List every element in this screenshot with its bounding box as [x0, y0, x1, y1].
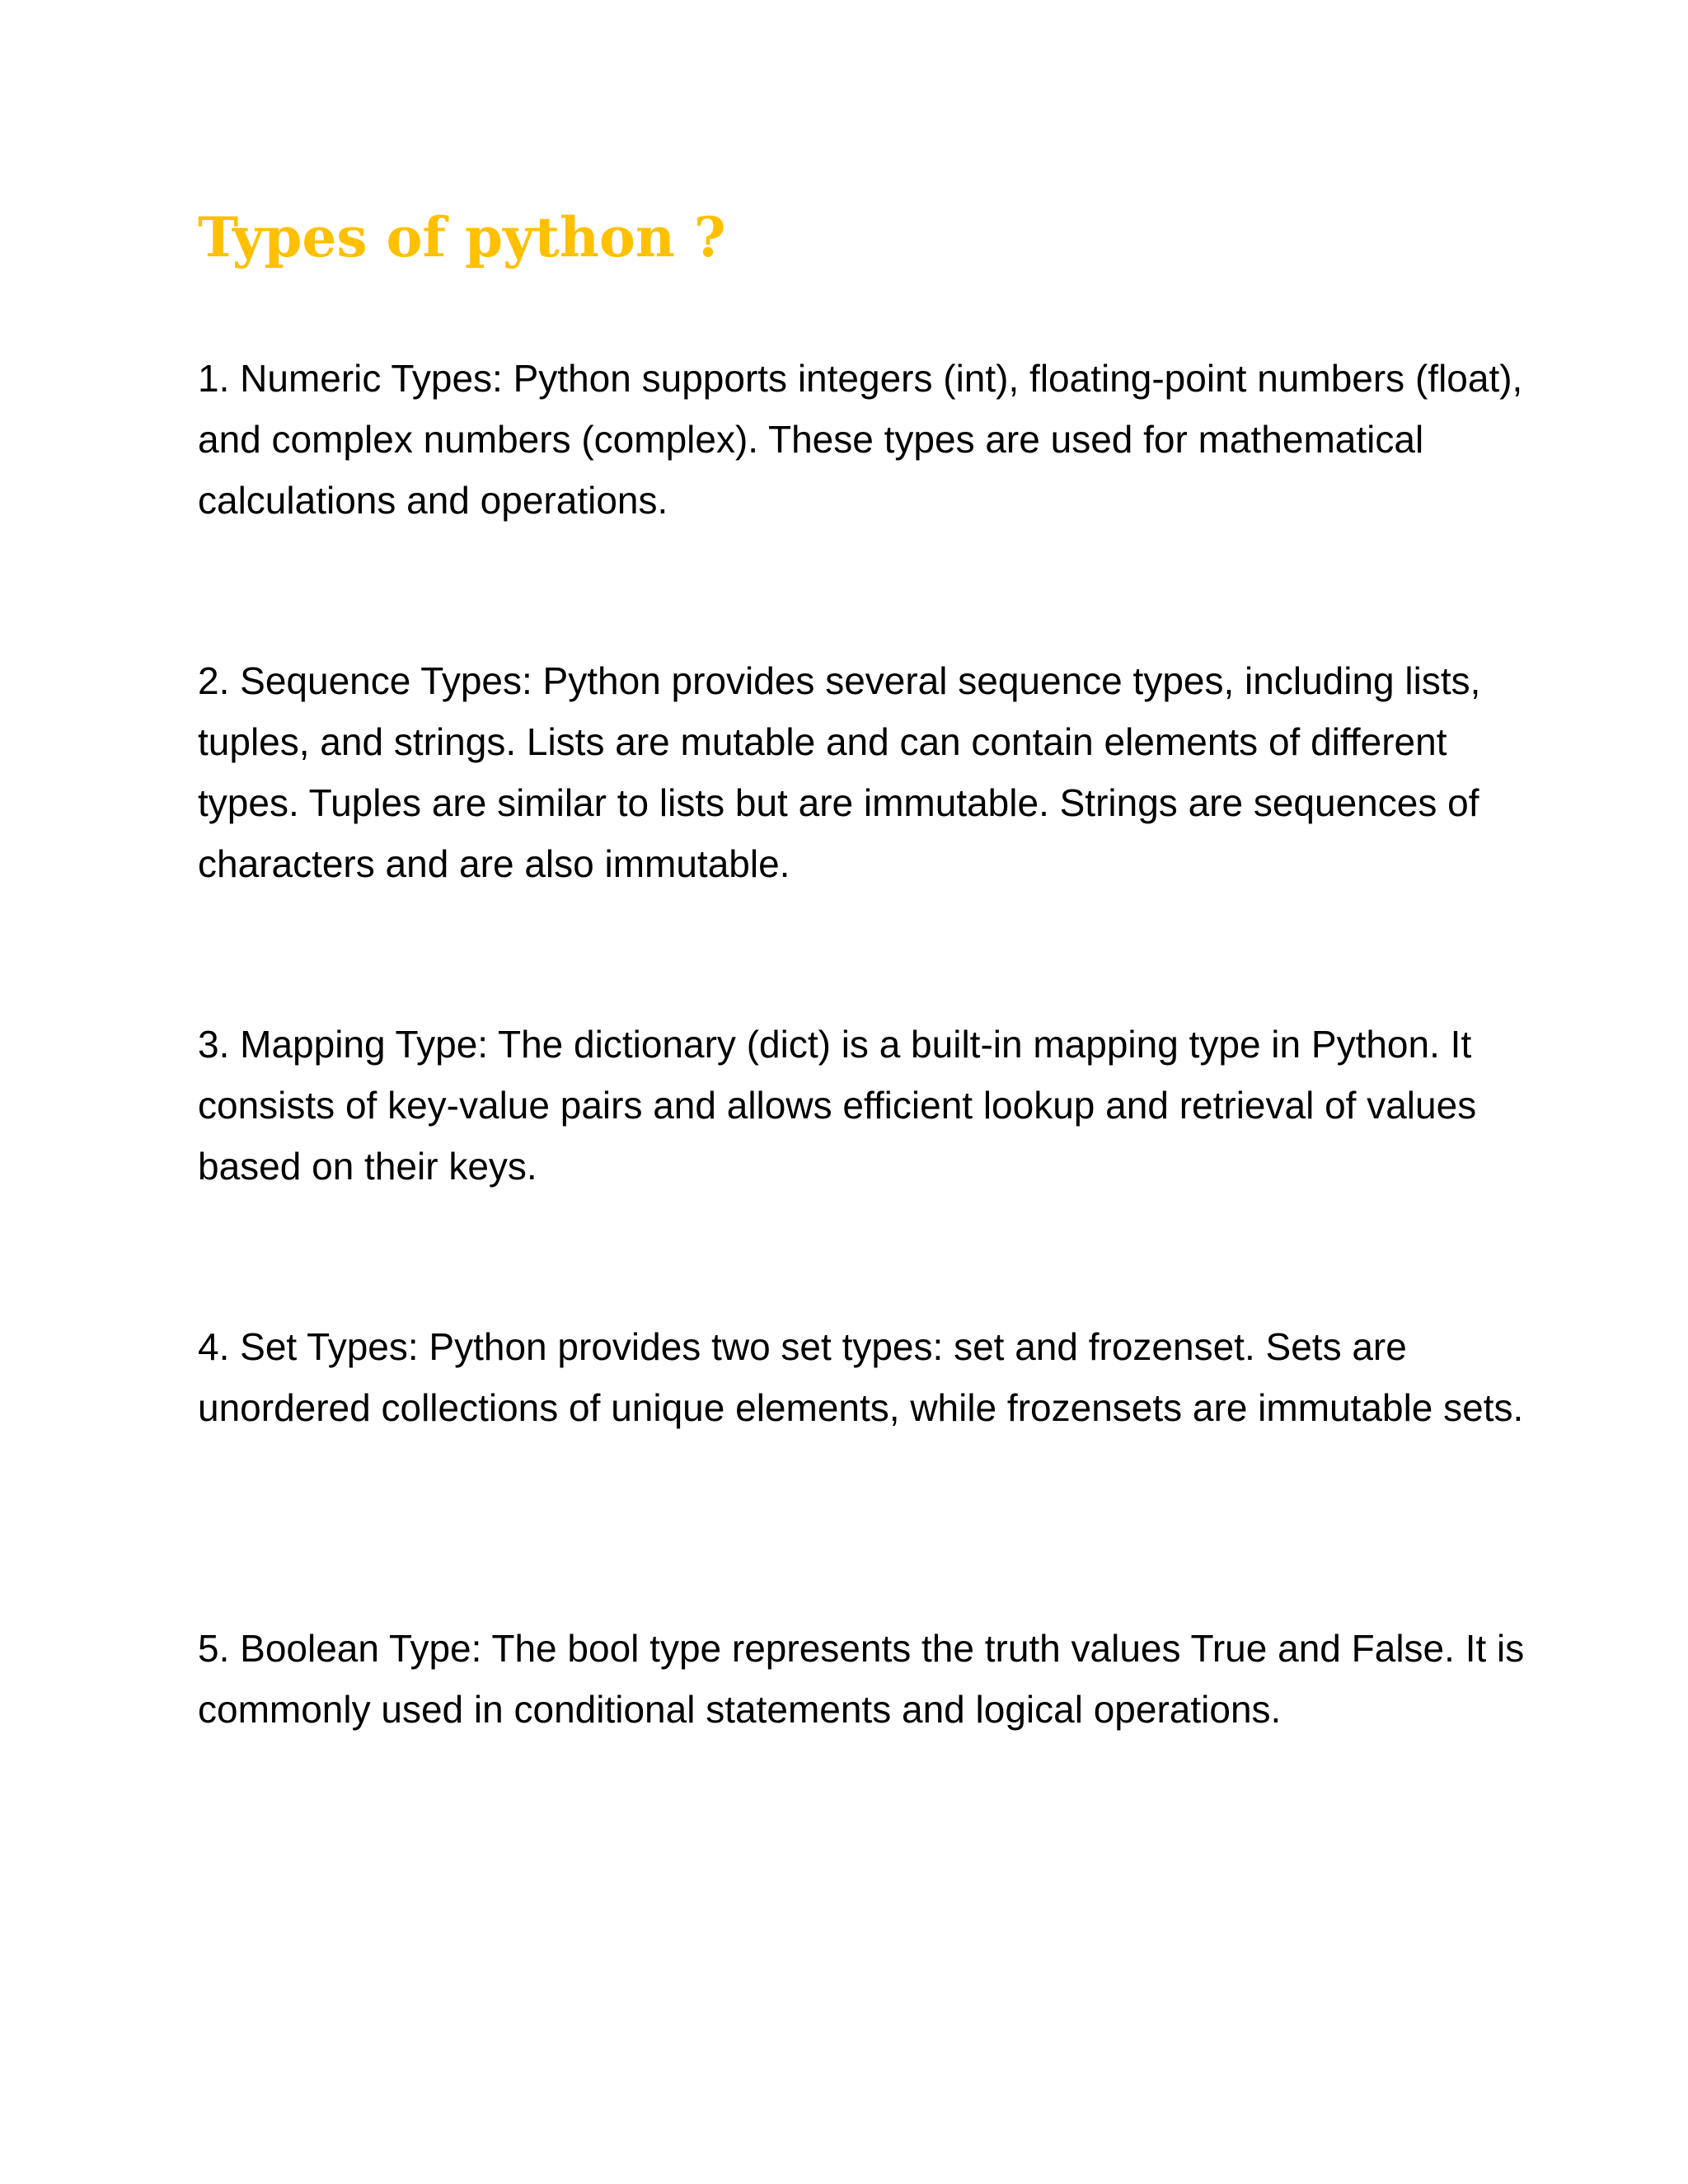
paragraph-boolean-type: 5. Boolean Type: The bool type represents the truth values True and False. It is commonly used in conditional statements and logical operations. [198, 1627, 1525, 1731]
paragraph-mapping-type: 3. Mapping Type: The dictionary (dict) is a built-in mapping type in Python. It consists of key-value pairs and allows efficient lookup and retrieval of values based on their keys. [198, 1023, 1477, 1188]
page-title: Types of python ? [198, 205, 726, 269]
paragraph-numeric-types: 1. Numeric Types: Python supports integers (int), floating-point numbers (float), and complex numbers (complex). These types are used for mathematical calculations and operations. [198, 357, 1523, 522]
paragraph-sequence-types: 2. Sequence Types: Python provides several sequence types, including lists, tuples, and strings. Lists are mutable and can contain elements of different types. Tuples are similar to lists but are immutable. Strings are sequences of characters and are also immutable. [198, 659, 1481, 885]
paragraph-set-types: 4. Set Types: Python provides two set types: set and frozenset. Sets are unordered collections of unique elements, while frozensets are immutable sets. [198, 1325, 1524, 1429]
